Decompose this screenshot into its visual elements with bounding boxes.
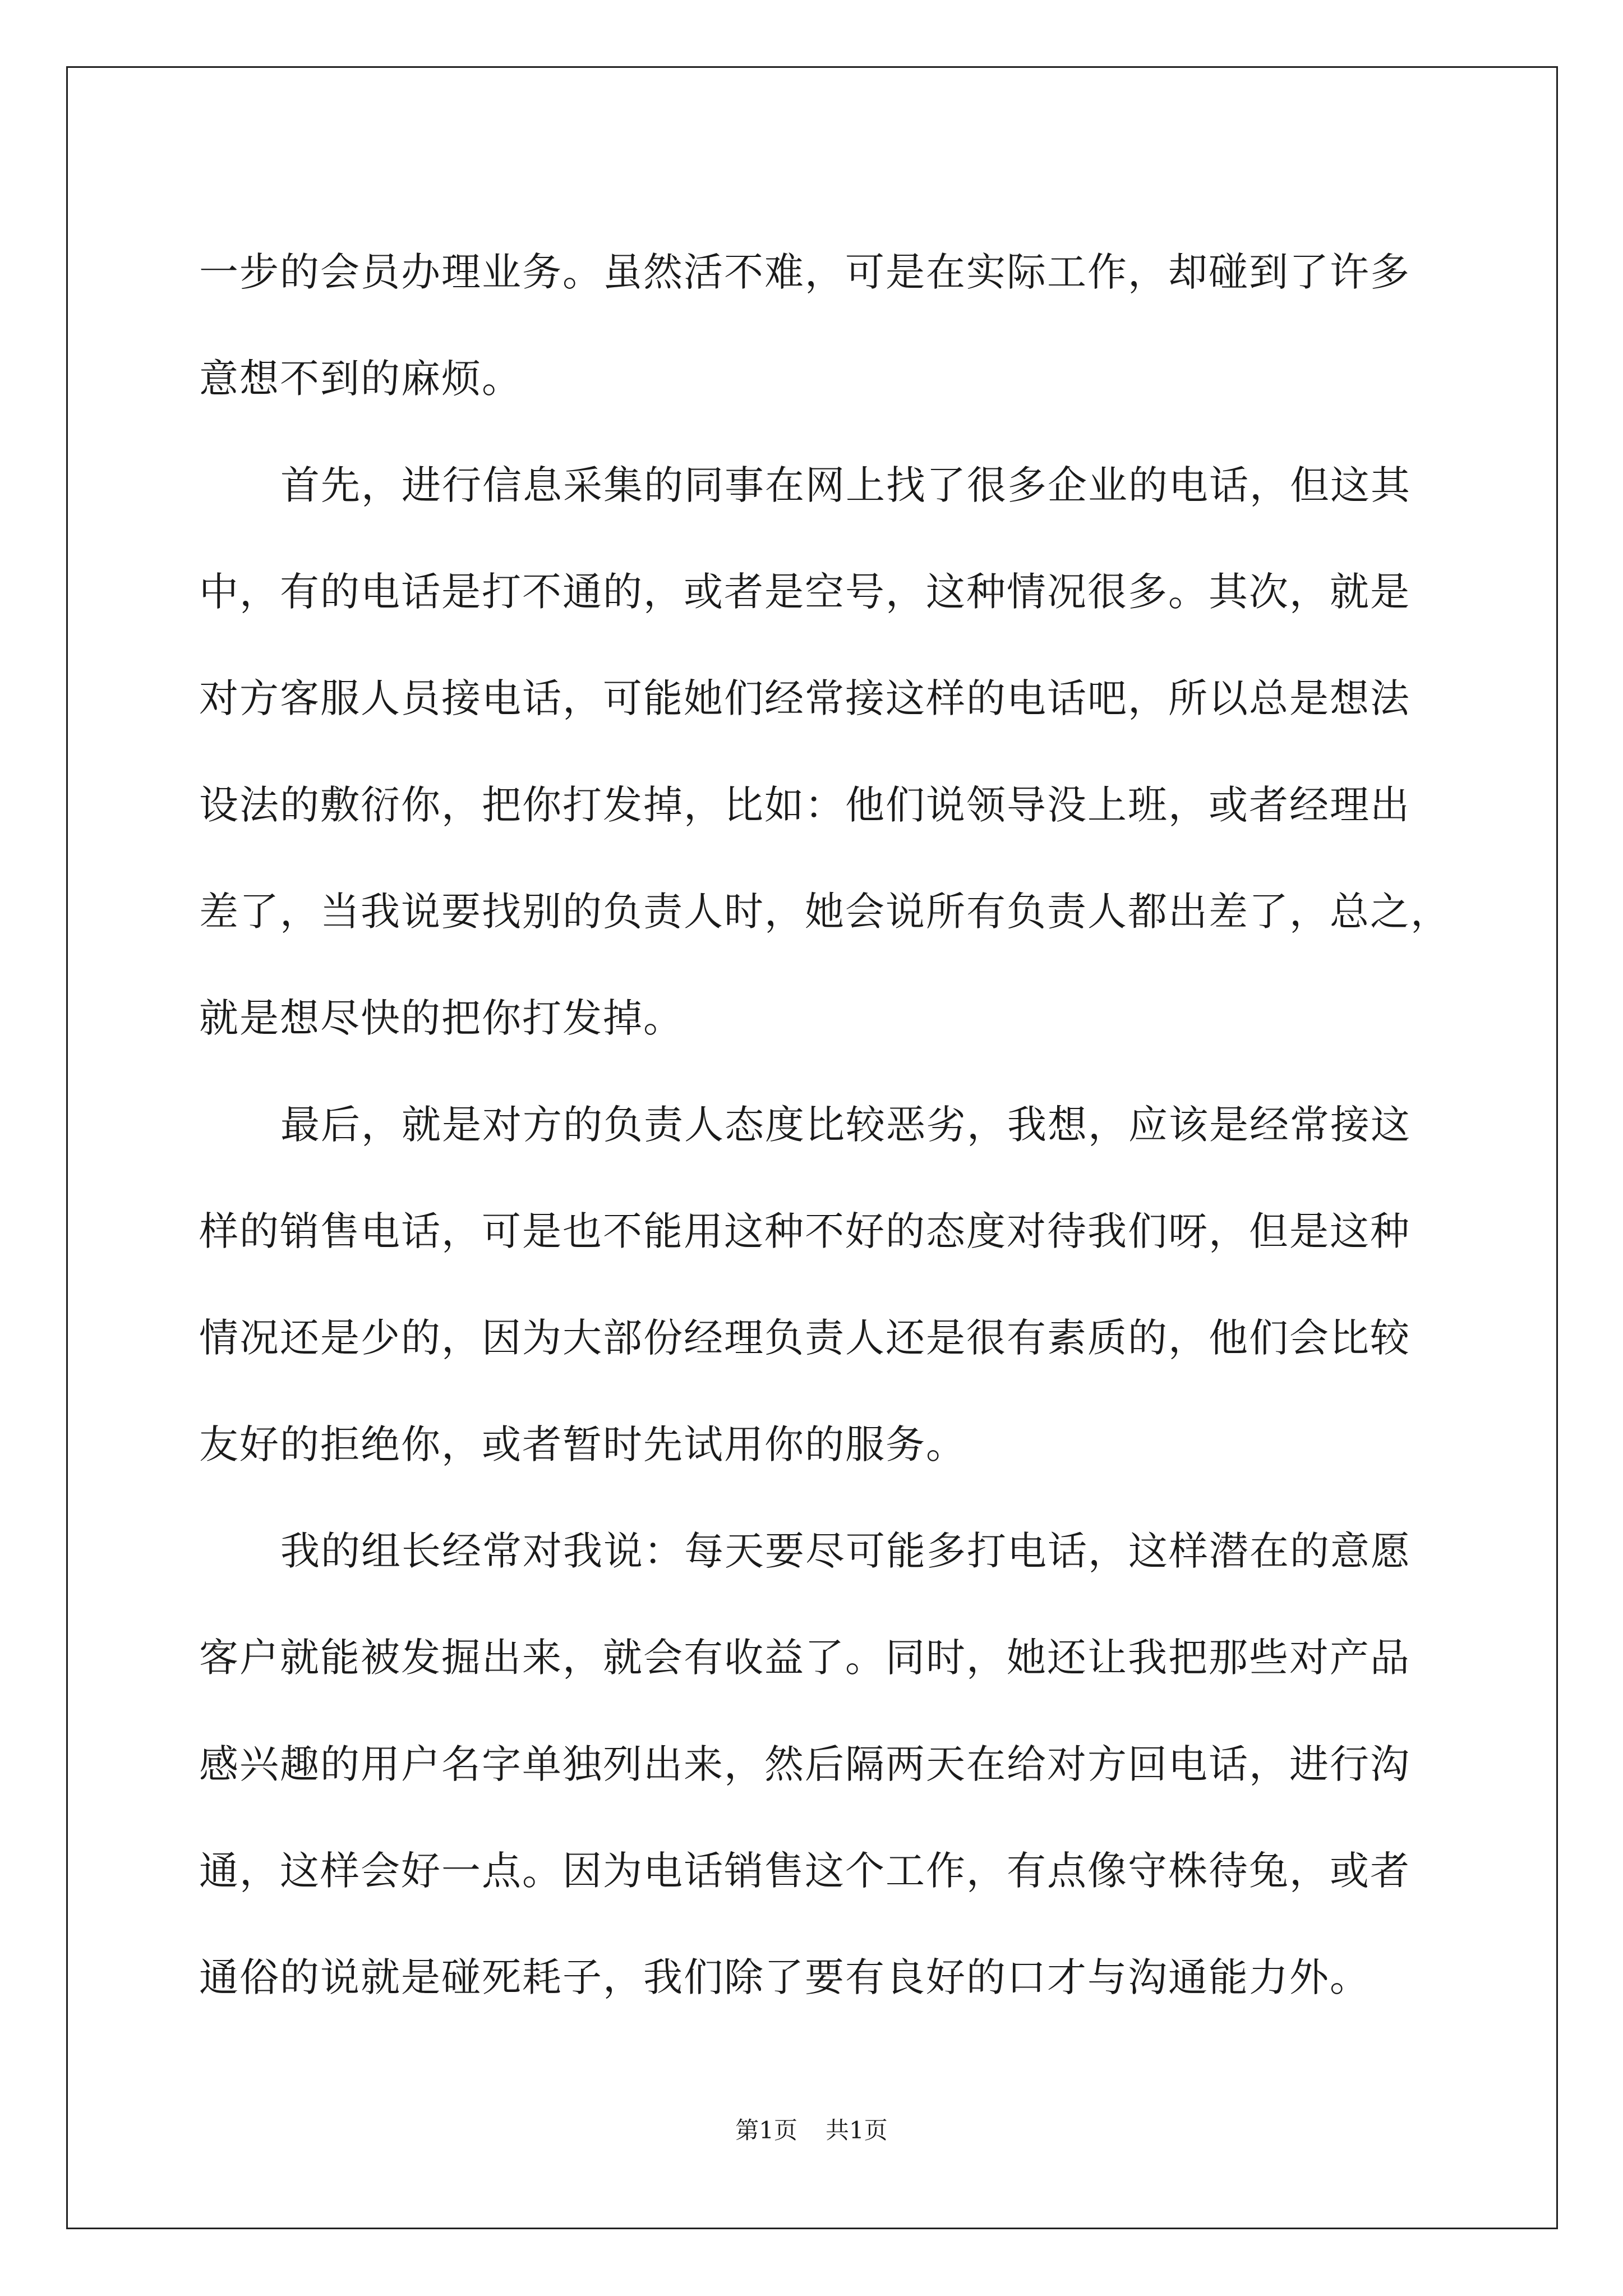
text-line: 意想不到的麻烦。 [199,356,522,402]
text-line: 样的销售电话，可是也不能用这种不好的态度对待我们呀，但是这种 [199,1208,1410,1254]
text-line: 最后，就是对方的负责人态度比较恶劣，我想，应该是经常接这 [280,1102,1411,1148]
text-line: 通，这样会好一点。因为电话销售这个工作，有点像守株待兔，或者 [199,1848,1410,1894]
document-body [199,219,1453,2031]
text-line: 我的组长经常对我说：每天要尽可能多打电话，这样潜在的意愿 [280,1528,1411,1574]
text-line: 客户就能被发掘出来，就会有收益了。同时，她还让我把那些对产品 [199,1635,1410,1681]
text-line: 首先，进行信息采集的同事在网上找了很多企业的电话，但这其 [280,462,1411,508]
text-line: 一步的会员办理业务。虽然活不难，可是在实际工作，却碰到了许多 [199,249,1410,295]
text-line: 感兴趣的用户名字单独列出来，然后隔两天在给对方回电话，进行沟 [199,1741,1410,1787]
page-total: 共1页 [826,2116,888,2144]
text-line: 情况还是少的，因为大部份经理负责人还是很有素质的，他们会比较 [199,1315,1410,1361]
text-line: 对方客服人员接电话，可能她们经常接这样的电话吧，所以总是想法 [199,675,1410,721]
paragraph [199,1071,1453,1498]
text-line: 设法的敷衍你，把你打发掉，比如：他们说领导没上班，或者经理出 [199,782,1410,828]
paragraph [199,432,1453,1071]
text-line: 友好的拒绝你，或者暂时先试用你的服务。 [199,1421,966,1467]
page-footer [0,2114,1623,2147]
page-number: 第1页 [735,2116,797,2144]
text-line: 就是想尽快的把你打发掉。 [199,995,684,1041]
paragraph [199,219,1453,432]
text-line: 中，有的电话是打不通的，或者是空号，这种情况很多。其次，就是 [199,569,1410,615]
paragraph [199,1498,1453,2031]
text-line: 差了，当我说要找别的负责人时，她会说所有负责人都出差了，总之， [199,889,1451,935]
text-line: 通俗的说就是碰死耗子，我们除了要有良好的口才与沟通能力外。 [199,1954,1370,2000]
